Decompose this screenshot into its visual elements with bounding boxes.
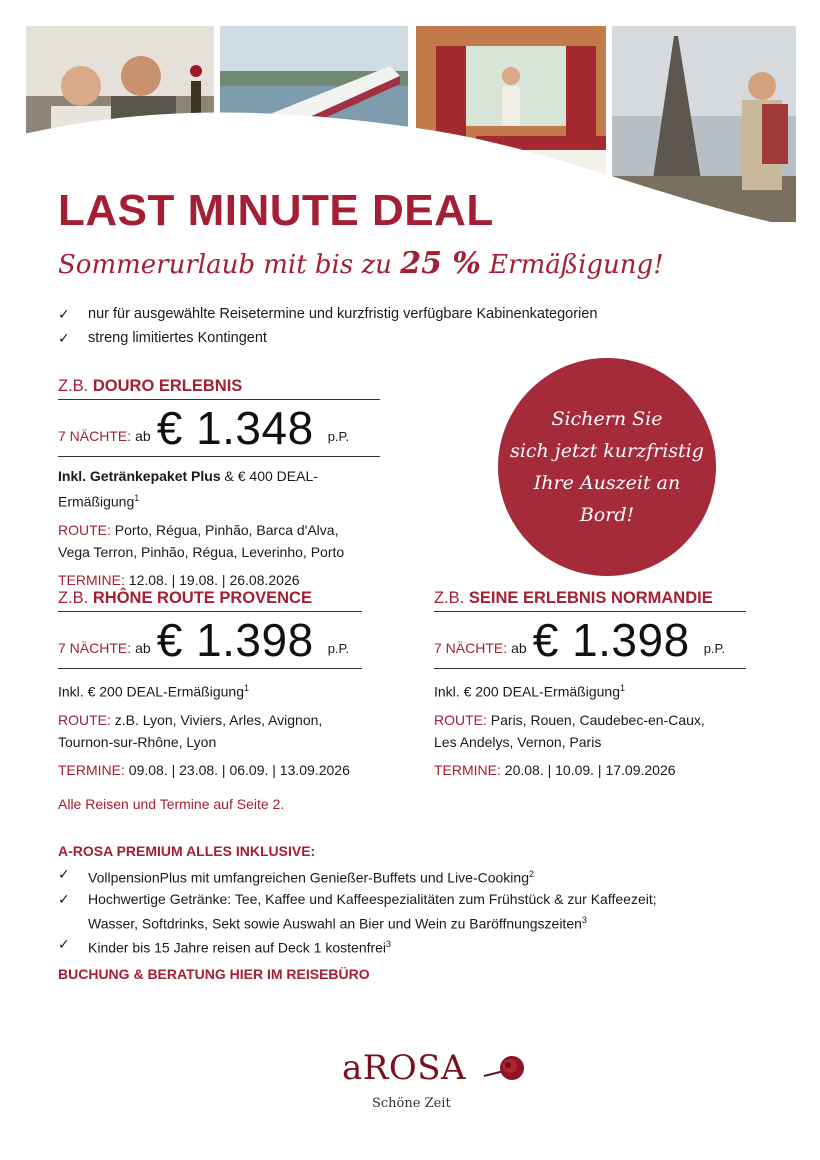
nights-label: 7 NÄCHTE:	[58, 428, 132, 444]
premium-text: VollpensionPlus mit umfangreichen Genießer-Buffets und Live-Cooking	[88, 869, 529, 886]
deal-prefix: Z.B.	[434, 589, 465, 607]
route-line1: Porto, Régua, Pinhão, Barca d'Alva,	[110, 521, 339, 538]
deal-prefix: Z.B.	[58, 377, 89, 395]
footnote-marker: 3	[581, 914, 587, 925]
price-row	[58, 402, 380, 457]
deal-route	[434, 709, 774, 753]
feature-check-list	[58, 302, 597, 350]
ab-label: ab	[135, 640, 151, 656]
rose-icon	[482, 1050, 528, 1090]
check-icon: ✓	[58, 890, 70, 907]
circle-line: Ihre Auszeit an	[533, 472, 681, 494]
premium-item	[58, 864, 778, 889]
check-text: nur für ausgewählte Reisetermine und kurzfristig verfügbare Kabinenkategorien	[88, 306, 598, 322]
deal-termine	[58, 759, 398, 781]
promo-circle	[498, 358, 716, 576]
premium-item	[58, 889, 778, 935]
check-icon: ✓	[58, 936, 70, 953]
arosa-logo	[342, 1048, 532, 1118]
per-person-label: p.P.	[327, 641, 350, 656]
deal-termine	[434, 759, 774, 781]
route-label: ROUTE:	[58, 521, 111, 538]
deal-termine	[58, 569, 458, 591]
price: € 1.398	[532, 614, 690, 666]
price: € 1.398	[156, 614, 314, 666]
per-person-label: p.P.	[703, 641, 726, 656]
check-item	[58, 302, 597, 326]
footnote-marker: 1	[619, 683, 625, 693]
premium-heading: A-ROSA PREMIUM ALLES INKLUSIVE:	[58, 843, 316, 859]
termine-label: TERMINE:	[58, 761, 125, 778]
deal-name: RHÔNE ROUTE PROVENCE	[92, 589, 312, 607]
footnote-marker: 3	[386, 939, 392, 950]
route-line1: Paris, Rouen, Caudebec-en-Caux,	[486, 711, 705, 728]
route-label: ROUTE:	[58, 711, 111, 728]
footnote-marker: 1	[243, 683, 249, 693]
per-person-label: p.P.	[327, 429, 350, 444]
route-label: ROUTE:	[434, 711, 487, 728]
ab-label: ab	[511, 640, 527, 656]
deal-seine	[434, 589, 746, 781]
termine-label: TERMINE:	[58, 571, 125, 588]
check-icon: ✓	[58, 866, 70, 882]
price: € 1.348	[156, 402, 314, 454]
booking-note: BUCHUNG & BERATUNG HIER IM REISEBÜRO	[58, 966, 370, 982]
termine-dates: 12.08. | 19.08. | 26.08.2026	[124, 571, 300, 588]
inclusive-rest: & € 400 DEAL-Ermäßigung	[58, 468, 318, 510]
deal-name: DOURO ERLEBNIS	[92, 377, 243, 395]
inclusive-text: Inkl. € 200 DEAL-Ermäßigung	[58, 683, 244, 700]
termine-dates: 20.08. | 10.09. | 17.09.2026	[500, 761, 676, 778]
page-subtitle	[58, 246, 664, 281]
check-icon: ✓	[58, 306, 70, 322]
nights-label: 7 NÄCHTE:	[58, 640, 132, 656]
deal-rhone	[58, 589, 362, 781]
circle-line: Bord!	[579, 504, 635, 526]
logo-text: aROSA	[342, 1048, 467, 1088]
footnote-marker: 1	[134, 493, 140, 503]
deal-route	[58, 519, 458, 563]
check-item	[58, 326, 597, 350]
deal-name: SEINE ERLEBNIS NORMANDIE	[468, 589, 713, 607]
route-line1: z.B. Lyon, Viviers, Arles, Avignon,	[110, 711, 323, 728]
route-line2: Les Andelys, Vernon, Paris	[434, 733, 602, 750]
termine-dates: 09.08. | 23.08. | 06.09. | 13.09.2026	[124, 761, 350, 778]
inclusive-bold: Inkl. Getränkepaket Plus	[58, 468, 221, 484]
subtitle-prefix: Sommerurlaub mit bis zu	[58, 250, 392, 280]
footnote-marker: 2	[529, 869, 535, 879]
premium-item	[58, 934, 778, 959]
logo-tagline: Schöne Zeit	[372, 1096, 451, 1111]
deal-title	[434, 589, 746, 612]
ab-label: ab	[135, 428, 151, 444]
price-row	[434, 614, 746, 669]
route-line2: Vega Terron, Pinhão, Régua, Leverinho, Porto	[58, 543, 345, 560]
deal-inclusive	[58, 677, 362, 703]
subtitle-suffix: Ermäßigung!	[489, 250, 664, 280]
circle-line: Sichern Sie	[551, 408, 663, 430]
check-icon: ✓	[58, 330, 70, 346]
deal-inclusive	[434, 677, 746, 703]
deal-inclusive	[58, 465, 380, 513]
circle-line: sich jetzt kurzfristig	[510, 440, 704, 462]
deal-title	[58, 377, 380, 400]
price-row	[58, 614, 362, 669]
deal-title	[58, 589, 362, 612]
premium-list	[58, 864, 778, 959]
premium-text-cont: Wasser, Softdrinks, Sekt sowie Auswahl an Bier und Wein zu Baröffnungszeiten	[88, 915, 582, 932]
discount-highlight: 25 %	[400, 246, 481, 281]
premium-text: Kinder bis 15 Jahre reisen auf Deck 1 kostenfrei	[88, 939, 387, 956]
deal-route	[58, 709, 398, 753]
page-title: LAST MINUTE DEAL	[58, 186, 494, 235]
deal-prefix: Z.B.	[58, 589, 89, 607]
route-line2: Tournon-sur-Rhône, Lyon	[58, 733, 217, 750]
inclusive-text: Inkl. € 200 DEAL-Ermäßigung	[434, 683, 620, 700]
premium-text: Hochwertige Getränke: Tee, Kaffee und Kaffeespezialitäten zum Frühstück & zur Kaffeezeit;	[88, 890, 657, 907]
all-trips-note: Alle Reisen und Termine auf Seite 2.	[58, 796, 285, 812]
deal-douro	[58, 377, 380, 591]
check-text: streng limitiertes Kontingent	[88, 330, 267, 346]
nights-label: 7 NÄCHTE:	[434, 640, 508, 656]
termine-label: TERMINE:	[434, 761, 501, 778]
